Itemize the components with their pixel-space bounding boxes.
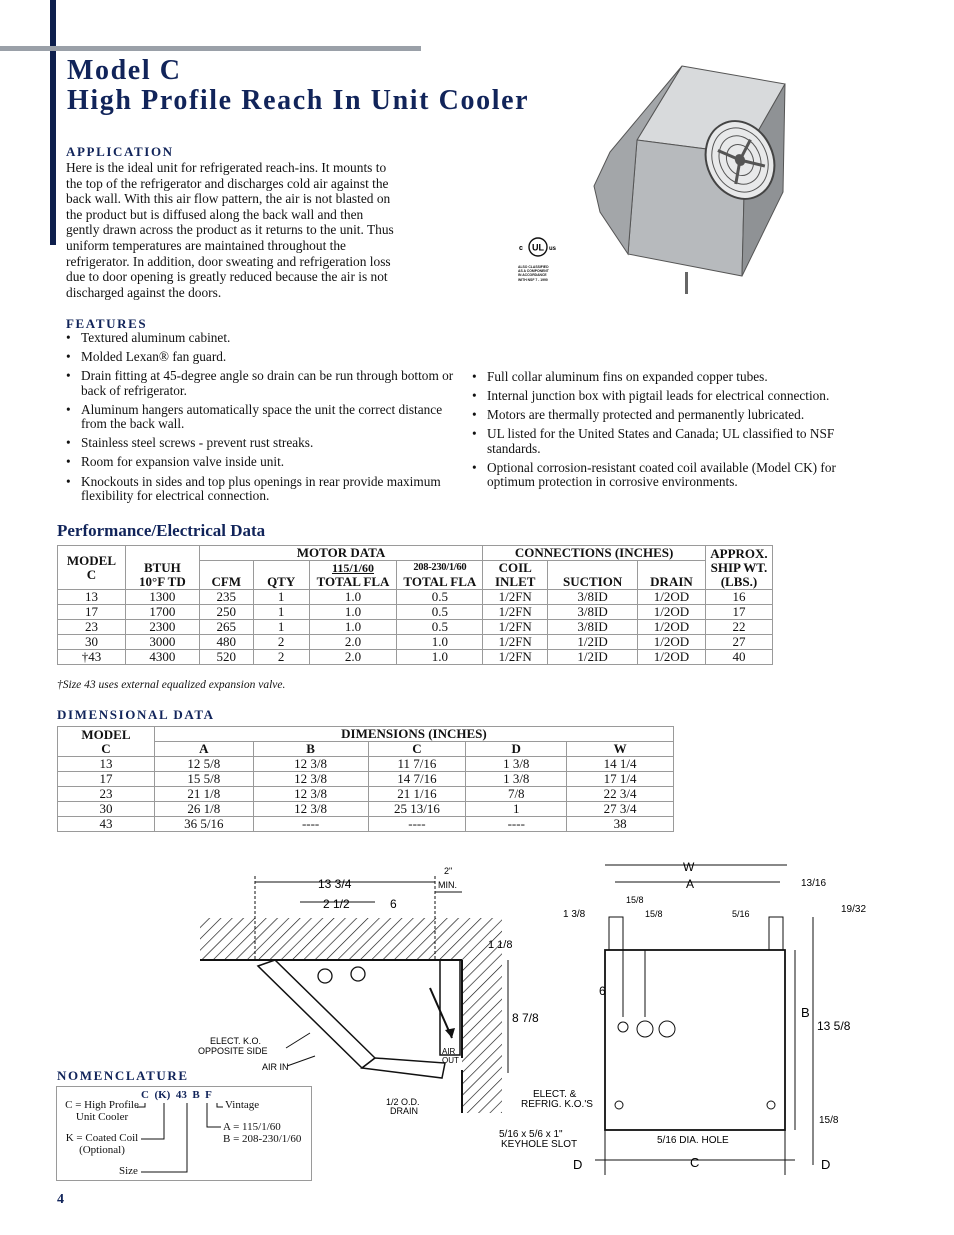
svg-text:us: us [549, 246, 557, 252]
svg-text:A: A [686, 877, 695, 891]
svg-text:D: D [821, 1157, 831, 1172]
col-header-dimensions: DIMENSIONS (INCHES) [154, 727, 673, 742]
table-cell: 2300 [125, 620, 199, 635]
table-cell: 21 1/8 [154, 787, 253, 802]
col-header-fla-208: 208-230/1/60 TOTAL FLA [397, 561, 483, 590]
table-cell: ---- [368, 817, 466, 832]
svg-text:6: 6 [390, 897, 397, 911]
table-cell: 1.0 [309, 605, 397, 620]
table-cell: ---- [466, 817, 567, 832]
table-cell: 1/2ID [548, 635, 638, 650]
table-cell: 22 3/4 [567, 787, 674, 802]
svg-text:OUT: OUT [442, 1056, 459, 1065]
table-cell: 1 [253, 590, 309, 605]
svg-text:ELECT. K.O.: ELECT. K.O. [210, 1036, 262, 1046]
table-cell: 21 1/16 [368, 787, 466, 802]
performance-table [57, 545, 773, 665]
product-photo [590, 62, 785, 302]
model-code: C (K) 43 B F [141, 1089, 212, 1101]
table-cell: 16 [705, 590, 772, 605]
table-cell: 3/8ID [548, 620, 638, 635]
table-row [58, 772, 674, 787]
list-item: • Full collar aluminum fins on expanded copper tubes. [472, 370, 872, 385]
table-cell: 250 [199, 605, 253, 620]
svg-text:5/16 x 5/6 x 1": 5/16 x 5/6 x 1" [499, 1129, 563, 1140]
table-cell: 12 5/8 [154, 757, 253, 772]
table-cell: 1/2FN [483, 590, 548, 605]
table-cell: 15 5/8 [154, 772, 253, 787]
table-cell: 12 3/8 [253, 787, 368, 802]
svg-text:6: 6 [599, 984, 606, 998]
svg-text:REFRIG. K.O.'S: REFRIG. K.O.'S [521, 1099, 593, 1110]
table-row [58, 787, 674, 802]
table-row [58, 817, 674, 832]
table-cell: 1/2FN [483, 605, 548, 620]
table-cell: 1.0 [309, 620, 397, 635]
left-accent-bar [50, 0, 56, 245]
table-cell: 1 3/8 [466, 772, 567, 787]
top-rule [0, 46, 421, 51]
table-cell: 1 [253, 605, 309, 620]
svg-text:AIR IN: AIR IN [262, 1062, 289, 1072]
table-cell: 36 5/16 [154, 817, 253, 832]
svg-text:OPPOSITE SIDE: OPPOSITE SIDE [198, 1046, 268, 1056]
svg-text:13/16: 13/16 [801, 878, 827, 889]
table-cell: 4300 [125, 650, 199, 665]
table-cell: 265 [199, 620, 253, 635]
list-item: • Knockouts in sides and top plus openings in rear provide maximum flexibility for electrical connection. [66, 475, 458, 504]
table-cell: 23 [58, 787, 155, 802]
table-cell: 13 [58, 590, 126, 605]
col-header-motor-data: MOTOR DATA [199, 546, 482, 561]
svg-text:19/32: 19/32 [841, 904, 867, 915]
col-header-b: B [253, 742, 368, 757]
features-list-right [472, 370, 872, 494]
table-row [58, 650, 773, 665]
col-header-fla-115: 115/1/60 TOTAL FLA [309, 561, 397, 590]
svg-text:2 1/2: 2 1/2 [323, 897, 350, 911]
col-header-connections: CONNECTIONS (INCHES) [483, 546, 706, 561]
dimensional-heading: DIMENSIONAL DATA [57, 707, 215, 722]
table-row [58, 757, 674, 772]
table-cell: 22 [705, 620, 772, 635]
page-number: 4 [57, 1192, 64, 1207]
table-cell: 23 [58, 620, 126, 635]
table-cell: 1/2FN [483, 650, 548, 665]
table-cell: 1/2OD [638, 605, 706, 620]
table-cell: 1/2FN [483, 635, 548, 650]
table-row [58, 802, 674, 817]
svg-text:13 3/4: 13 3/4 [318, 877, 352, 891]
nomenclature-box [56, 1086, 312, 1181]
table-cell: 1/2OD [638, 650, 706, 665]
table-cell: 0.5 [397, 620, 483, 635]
application-heading: APPLICATION [66, 144, 174, 159]
svg-text:C: C [690, 1155, 700, 1170]
table-row [58, 590, 773, 605]
nomenclature-leader-lines [57, 1087, 311, 1180]
svg-text:AIR: AIR [442, 1047, 456, 1056]
features-heading: FEATURES [66, 316, 148, 331]
col-header-model: MODEL C [58, 546, 126, 590]
svg-text:D: D [573, 1157, 583, 1172]
svg-text:1 3/8: 1 3/8 [563, 909, 586, 920]
performance-footnote: †Size 43 uses external equalized expansion valve. [57, 679, 286, 691]
svg-text:MIN.: MIN. [438, 880, 457, 890]
table-cell: 2.0 [309, 650, 397, 665]
svg-text:13 5/8: 13 5/8 [817, 1019, 851, 1033]
table-row [58, 620, 773, 635]
svg-text:1/2 O.D.: 1/2 O.D. [386, 1097, 420, 1107]
svg-text:W: W [683, 860, 695, 874]
svg-text:15/8: 15/8 [819, 1115, 839, 1126]
svg-text:5/16 DIA. HOLE: 5/16 DIA. HOLE [657, 1135, 729, 1146]
application-text: Here is the ideal unit for refrigerated reach-ins. It mounts to the top of the refrigerator and discharges cold air against the back wall. With this air flow pattern, the air is not blasted on the product but is diffused along the back wall and then gently drawn across the product as it returns to the unit. Thus uniform temperatures are maintained throughout the refrigerator. In addition, door sweating and refrigeration loss due to door opening is greatly reduced because the air is not discharged against the doors. [66, 160, 394, 300]
table-cell: 3000 [125, 635, 199, 650]
svg-text:5/16: 5/16 [732, 909, 750, 919]
dimensional-table [57, 726, 674, 832]
table-row [58, 605, 773, 620]
list-item: • Internal junction box with pigtail leads for electrical connection. [472, 389, 872, 404]
svg-text:UL: UL [532, 242, 544, 253]
svg-text:8 7/8: 8 7/8 [512, 1011, 539, 1025]
table-cell: 14 7/16 [368, 772, 466, 787]
table-cell: 1/2OD [638, 635, 706, 650]
svg-text:2": 2" [444, 866, 453, 876]
table-cell: 1.0 [309, 590, 397, 605]
col-header-btuh: BTUH 10°F TD [125, 546, 199, 590]
front-view-drawing [495, 855, 880, 1180]
nomenclature-heading: NOMENCLATURE [57, 1068, 189, 1083]
col-header-ship-weight: APPROX. SHIP WT. (LBS.) [705, 546, 772, 590]
table-cell: 17 1/4 [567, 772, 674, 787]
table-cell: 2 [253, 650, 309, 665]
table-cell: 7/8 [466, 787, 567, 802]
list-item: • Motors are thermally protected and permanently lubricated. [472, 408, 872, 423]
table-cell: 1.0 [397, 635, 483, 650]
features-list-left [66, 331, 458, 508]
table-cell: 26 1/8 [154, 802, 253, 817]
list-item: • Aluminum hangers automatically space the unit the correct distance from the back wall. [66, 403, 458, 432]
table-cell: 0.5 [397, 590, 483, 605]
table-cell: †43 [58, 650, 126, 665]
list-item: • Textured aluminum cabinet. [66, 331, 458, 346]
svg-text:c: c [519, 245, 523, 252]
table-row [58, 635, 773, 650]
table-cell: 30 [58, 802, 155, 817]
list-item: • Room for expansion valve inside unit. [66, 455, 458, 470]
table-cell: 12 3/8 [253, 772, 368, 787]
col-header-drain: DRAIN [638, 561, 706, 590]
c-description: C = High Profile Unit Cooler [65, 1099, 139, 1123]
table-cell: 1700 [125, 605, 199, 620]
list-item: • Stainless steel screws - prevent rust streaks. [66, 436, 458, 451]
col-header-w: W [567, 742, 674, 757]
table-cell: 17 [58, 605, 126, 620]
col-header-coil-inlet: COIL INLET [483, 561, 548, 590]
list-item: • Molded Lexan® fan guard. [66, 350, 458, 365]
table-cell: 43 [58, 817, 155, 832]
table-cell: 17 [705, 605, 772, 620]
k-description: K = Coated Coil (Optional) [65, 1132, 139, 1156]
col-header-c: C [368, 742, 466, 757]
performance-title: Performance/Electrical Data [57, 521, 266, 540]
table-cell: 1300 [125, 590, 199, 605]
svg-text:B: B [801, 1005, 810, 1020]
table-cell: 40 [705, 650, 772, 665]
table-cell: 2 [253, 635, 309, 650]
page-title: Model C High Profile Reach In Unit Cooler [67, 55, 530, 116]
col-header-cfm: CFM [199, 561, 253, 590]
table-cell: 3/8ID [548, 605, 638, 620]
col-header-model: MODEL C [58, 727, 155, 757]
table-cell: ---- [253, 817, 368, 832]
table-cell: 235 [199, 590, 253, 605]
table-cell: 25 13/16 [368, 802, 466, 817]
col-header-qty: QTY [253, 561, 309, 590]
table-cell: 1/2FN [483, 620, 548, 635]
col-header-a: A [154, 742, 253, 757]
table-cell: 1 3/8 [466, 757, 567, 772]
vintage-label: Vintage [225, 1099, 260, 1111]
table-cell: 17 [58, 772, 155, 787]
table-cell: 2.0 [309, 635, 397, 650]
table-cell: 12 3/8 [253, 802, 368, 817]
table-cell: 13 [58, 757, 155, 772]
table-cell: 1/2OD [638, 590, 706, 605]
ul-logo-icon [516, 236, 560, 260]
svg-text:DRAIN: DRAIN [390, 1106, 419, 1116]
table-cell: 1 [466, 802, 567, 817]
svg-text:ELECT. &: ELECT. & [533, 1089, 577, 1100]
list-item: • Drain fitting at 45-degree angle so drain can be run through bottom or back of refrigerator. [66, 369, 458, 398]
col-header-d: D [466, 742, 567, 757]
svg-text:1 1/8: 1 1/8 [488, 939, 513, 951]
table-cell: 1/2ID [548, 650, 638, 665]
voltage-description: A = 115/1/60 B = 208-230/1/60 [223, 1121, 302, 1145]
table-cell: 0.5 [397, 605, 483, 620]
svg-text:15/8: 15/8 [626, 895, 644, 905]
table-cell: 30 [58, 635, 126, 650]
table-cell: 11 7/16 [368, 757, 466, 772]
table-cell: 1 [253, 620, 309, 635]
ul-listing-mark: UL c us ALSO CLASSIFIED AS A COMPONENT IN ACCORDANCE WITH NSF 7 - 1990 [516, 236, 562, 282]
col-header-suction: SUCTION [548, 561, 638, 590]
table-cell: 27 [705, 635, 772, 650]
table-cell: 27 3/4 [567, 802, 674, 817]
table-cell: 3/8ID [548, 590, 638, 605]
list-item: • UL listed for the United States and Canada; UL classified to NSF standards. [472, 427, 872, 456]
svg-text:KEYHOLE SLOT: KEYHOLE SLOT [501, 1139, 578, 1150]
table-cell: 520 [199, 650, 253, 665]
table-cell: 1/2OD [638, 620, 706, 635]
size-label: Size [119, 1165, 138, 1177]
svg-text:15/8: 15/8 [645, 909, 663, 919]
table-cell: 14 1/4 [567, 757, 674, 772]
table-cell: 12 3/8 [253, 757, 368, 772]
table-cell: 38 [567, 817, 674, 832]
table-cell: 480 [199, 635, 253, 650]
table-cell: 1.0 [397, 650, 483, 665]
list-item: • Optional corrosion-resistant coated coil available (Model CK) for optimum protection in corrosive environments. [472, 461, 872, 490]
